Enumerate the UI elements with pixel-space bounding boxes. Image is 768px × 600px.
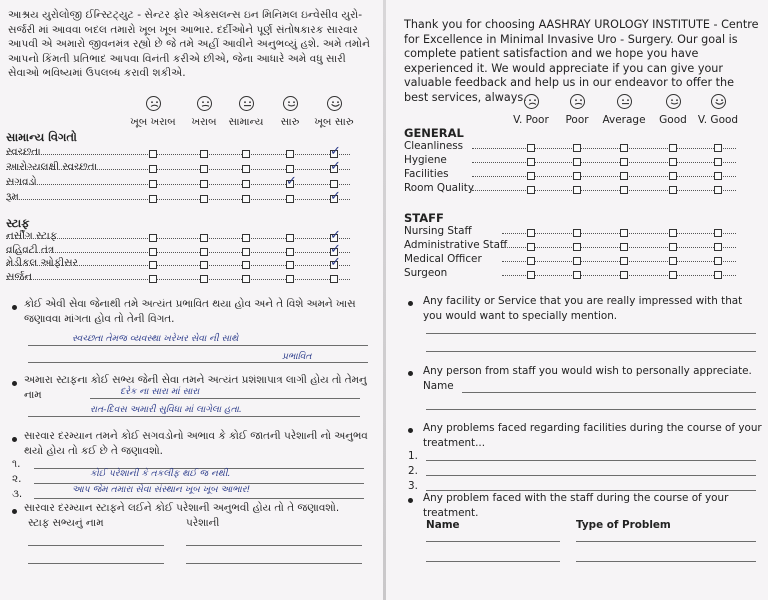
gujarati-general-title: સામાન્ય વિગતો xyxy=(6,130,77,144)
gujarati-rating-face-5-icon xyxy=(327,96,342,111)
english-q2: Any person from staff you would wish to personally appreciate. xyxy=(423,365,752,377)
dotted-leader xyxy=(502,275,736,276)
english-staff-rating-checkbox[interactable] xyxy=(669,229,677,237)
english-staff-rating-checkbox[interactable] xyxy=(714,243,722,251)
gujarati-rating-label: ખરાબ xyxy=(191,116,217,128)
gujarati-general-row-label: સગવડો xyxy=(6,176,37,188)
answer-line xyxy=(426,541,560,542)
english-general-rating-checkbox[interactable] xyxy=(620,158,628,166)
answer-line xyxy=(34,498,364,499)
list-number: 1. xyxy=(408,450,418,462)
dotted-leader xyxy=(6,265,350,266)
list-number: 2. xyxy=(408,465,418,477)
gujarati-rating-label: સામાન્ય xyxy=(228,116,264,128)
dotted-leader xyxy=(502,233,736,234)
gujarati-general-rating-checkbox[interactable] xyxy=(242,165,250,173)
checkmark-icon: ✓ xyxy=(330,159,341,174)
english-q1: Any facility or Service that you are really impressed with that you would want to specially mention. xyxy=(423,295,743,322)
gujarati-general-rating-checkbox[interactable] xyxy=(242,180,250,188)
dotted-leader xyxy=(472,176,736,177)
answer-line xyxy=(186,563,362,564)
english-general-rating-checkbox[interactable] xyxy=(527,144,535,152)
gujarati-general-rating-checkbox[interactable] xyxy=(200,195,208,203)
checkmark-icon: ✓ xyxy=(330,228,341,243)
gujarati-general-rating-checkbox[interactable] xyxy=(286,150,294,158)
answer-line xyxy=(576,561,756,562)
english-general-rating-checkbox[interactable] xyxy=(573,186,581,194)
gujarati-general-rating-checkbox[interactable] xyxy=(149,165,157,173)
english-staff-rating-checkbox[interactable] xyxy=(573,271,581,279)
english-staff-row-label: Administrative Staff xyxy=(404,239,508,251)
english-staff-rating-checkbox[interactable] xyxy=(527,271,535,279)
english-staff-rating-checkbox[interactable] xyxy=(714,229,722,237)
english-q3: Any problems faced regarding facilities during the course of your treatment... xyxy=(423,422,762,449)
english-rating-face-3-icon xyxy=(617,94,632,109)
english-general-rating-checkbox[interactable] xyxy=(669,186,677,194)
english-general-row-label: Facilities xyxy=(404,168,449,180)
gujarati-page xyxy=(0,0,383,600)
list-number: ૩. xyxy=(12,488,23,500)
bullet xyxy=(408,498,413,503)
gujarati-general-rating-checkbox[interactable] xyxy=(200,150,208,158)
english-general-row-label: Room Quality xyxy=(404,182,475,194)
dotted-leader xyxy=(472,190,736,191)
dotted-leader xyxy=(6,238,350,239)
answer-line xyxy=(426,561,560,562)
handwritten-answer: સ્વચ્છતા તેમજ વ્યવસ્થા ખરેખર સેવા ની સાથે xyxy=(72,333,239,344)
gujarati-q1: કોઈ એવી સેવા જેનાથી તમે અત્યંત પ્રભાવિત થયા હોવ અને તે વિશે અમને ખાસ જણાવવા માંગતા હોવ તો તેની વિગત. xyxy=(24,298,356,325)
bullet xyxy=(408,301,413,306)
answer-line xyxy=(462,392,756,393)
answer-line xyxy=(426,460,756,461)
gujarati-rating-face-2-icon xyxy=(197,96,212,111)
handwritten-answer: દરેક ના સારા માં સારા xyxy=(120,386,200,397)
answer-line xyxy=(28,345,368,346)
english-general-rating-checkbox[interactable] xyxy=(620,144,628,152)
gujarati-general-rating-checkbox[interactable] xyxy=(242,195,250,203)
gujarati-q4-name-col: સ્ટાફ સભ્યનું નામ xyxy=(28,517,104,529)
english-staff-rating-checkbox[interactable] xyxy=(573,229,581,237)
gujarati-q4-problem-col: પરેશાની xyxy=(186,517,220,529)
gujarati-general-rating-checkbox[interactable] xyxy=(200,165,208,173)
english-general-rating-checkbox[interactable] xyxy=(714,158,722,166)
gujarati-staff-rating-checkbox[interactable] xyxy=(286,275,294,283)
gujarati-staff-rating-checkbox[interactable] xyxy=(149,234,157,242)
checkmark-icon: ✓ xyxy=(330,255,341,270)
bullet xyxy=(12,381,17,386)
english-general-rating-checkbox[interactable] xyxy=(714,172,722,180)
english-q4: Any problem faced with the staff during the course of your treatment. xyxy=(423,492,729,519)
english-general-rating-checkbox[interactable] xyxy=(620,172,628,180)
answer-line xyxy=(426,475,756,476)
english-rating-face-1-icon xyxy=(524,94,539,109)
bullet xyxy=(12,509,17,514)
gujarati-staff-rating-checkbox[interactable] xyxy=(242,261,250,269)
bullet xyxy=(12,305,17,310)
dotted-leader xyxy=(502,261,736,262)
list-number: ૨. xyxy=(12,473,22,485)
gujarati-staff-row-label: વહિવટી તંત્ર xyxy=(6,243,55,256)
english-q2-name: Name xyxy=(423,380,454,392)
gujarati-staff-rating-checkbox[interactable] xyxy=(200,234,208,242)
english-staff-rating-checkbox[interactable] xyxy=(573,243,581,251)
english-intro: Thank you for choosing AASHRAY UROLOGY INSTITUTE - Centre for Excellence in Minimal Invasive Uro - Surgery. Our goal is complete patient satisfaction and we hope you have experienced it. We would appreciate if you can give your valuable feedback and help us in our endeavor to offer the best services, always. xyxy=(404,18,759,104)
gujarati-rating-face-1-icon xyxy=(146,96,161,111)
answer-line xyxy=(186,545,362,546)
gujarati-staff-rating-checkbox[interactable] xyxy=(200,275,208,283)
checkmark-icon: ✓ xyxy=(330,144,341,159)
english-general-row-label: Cleanliness xyxy=(404,140,464,152)
gujarati-staff-row-label: નર્સીંગ સ્ટાફ xyxy=(6,230,58,242)
english-general-row-label: Hygiene xyxy=(404,154,447,166)
gujarati-general-rating-checkbox[interactable] xyxy=(200,180,208,188)
gujarati-staff-title: સ્ટાફ xyxy=(6,216,30,230)
english-staff-row-label: Surgeon xyxy=(404,267,448,279)
answer-line xyxy=(426,333,756,334)
english-staff-rating-checkbox[interactable] xyxy=(620,271,628,279)
answer-line xyxy=(426,351,756,352)
dotted-leader xyxy=(472,162,736,163)
gujarati-general-rating-checkbox[interactable] xyxy=(286,165,294,173)
gujarati-staff-row-label: સર્જન xyxy=(6,270,32,283)
gujarati-staff-rating-checkbox[interactable] xyxy=(286,261,294,269)
answer-line xyxy=(426,409,756,410)
gujarati-q2: અમારા સ્ટાફના કોઈ સભ્ય જેની સેવા તમને અત્યંત પ્રશંશાપાત્ર લાગી હોય તો તેમનુ નામ xyxy=(24,374,367,401)
english-staff-rating-checkbox[interactable] xyxy=(669,271,677,279)
list-number: 3. xyxy=(408,480,418,492)
english-rating-label: V. Good xyxy=(697,114,739,126)
gujarati-staff-rating-checkbox[interactable] xyxy=(330,275,338,283)
dotted-leader xyxy=(6,279,350,280)
english-general-rating-checkbox[interactable] xyxy=(620,186,628,194)
gujarati-general-rating-checkbox[interactable] xyxy=(242,150,250,158)
dotted-leader xyxy=(6,199,350,200)
answer-line xyxy=(90,398,360,399)
checkmark-icon: ✓ xyxy=(286,174,297,189)
gujarati-general-rating-checkbox[interactable] xyxy=(149,150,157,158)
english-general-rating-checkbox[interactable] xyxy=(527,186,535,194)
gujarati-rating-face-3-icon xyxy=(239,96,254,111)
dotted-leader xyxy=(502,247,736,248)
handwritten-answer: આપ જેમ તમારા સેવા સંસ્થાન ખૂબ ખૂબ આભાર! xyxy=(72,484,251,495)
gujarati-q3: સારવાર દરમ્યાન તમને કોઈ સગવડોનો અભાવ કે કોઈ જાતની પરેશાની નો અનુભવ થયો હોય તો કઈ છે તે જણાવશો. xyxy=(24,430,368,457)
handwritten-answer: પ્રભાવિત xyxy=(282,351,312,362)
bullet xyxy=(12,437,17,442)
english-staff-rating-checkbox[interactable] xyxy=(714,257,722,265)
english-general-rating-checkbox[interactable] xyxy=(527,172,535,180)
gujarati-staff-row-label: મેડીકલ ઓફીસર xyxy=(6,257,78,269)
gujarati-staff-rating-checkbox[interactable] xyxy=(286,234,294,242)
gujarati-staff-rating-checkbox[interactable] xyxy=(149,261,157,269)
gujarati-staff-rating-checkbox[interactable] xyxy=(149,248,157,256)
gujarati-general-rating-checkbox[interactable] xyxy=(149,195,157,203)
dotted-leader xyxy=(6,252,350,253)
gujarati-general-row-label: રૂમ xyxy=(6,191,19,203)
gujarati-general-rating-checkbox[interactable] xyxy=(149,180,157,188)
english-general-rating-checkbox[interactable] xyxy=(573,144,581,152)
english-staff-rating-checkbox[interactable] xyxy=(669,243,677,251)
gujarati-rating-label: સારુ xyxy=(280,116,300,128)
english-rating-face-4-icon xyxy=(666,94,681,109)
english-staff-rating-checkbox[interactable] xyxy=(620,257,628,265)
english-staff-rating-checkbox[interactable] xyxy=(669,257,677,265)
english-q4-name-col: Name xyxy=(426,519,460,531)
dotted-leader xyxy=(6,169,350,170)
dotted-leader xyxy=(6,184,350,185)
answer-line xyxy=(28,362,368,363)
gujarati-general-rating-checkbox[interactable] xyxy=(330,180,338,188)
english-staff-row-label: Medical Officer xyxy=(404,253,482,265)
gujarati-general-row-label: આરોગ્યલક્ષી સ્વચ્છતા xyxy=(6,161,97,173)
gujarati-staff-rating-checkbox[interactable] xyxy=(149,275,157,283)
english-general-rating-checkbox[interactable] xyxy=(669,158,677,166)
english-general-rating-checkbox[interactable] xyxy=(714,144,722,152)
gujarati-staff-rating-checkbox[interactable] xyxy=(286,248,294,256)
english-rating-face-5-icon xyxy=(711,94,726,109)
gujarati-rating-label: ખૂબ સારુ xyxy=(314,116,354,128)
english-general-title: GENERAL xyxy=(404,126,464,140)
english-staff-rating-checkbox[interactable] xyxy=(527,243,535,251)
list-number: ૧. xyxy=(12,458,21,470)
answer-line xyxy=(576,541,756,542)
gujarati-q4: સારવાર દરમ્યાન સ્ટાફને લઈને કોઈ પરેશાની અનુભવી હોય તો તે જણાવશો. xyxy=(24,502,340,514)
english-staff-rating-checkbox[interactable] xyxy=(573,257,581,265)
handwritten-answer: રાત-દિવસ અમારી સુવિધા માં લાગેલા હતા. xyxy=(90,404,242,415)
english-staff-title: STAFF xyxy=(404,211,444,225)
english-staff-rating-checkbox[interactable] xyxy=(527,257,535,265)
answer-line xyxy=(28,545,164,546)
english-staff-rating-checkbox[interactable] xyxy=(527,229,535,237)
answer-line xyxy=(28,563,164,564)
dotted-leader xyxy=(6,154,350,155)
english-rating-label: Good xyxy=(659,114,687,126)
english-general-rating-checkbox[interactable] xyxy=(669,144,677,152)
english-staff-rating-checkbox[interactable] xyxy=(714,271,722,279)
checkmark-icon: ✓ xyxy=(330,241,341,257)
gujarati-rating-face-4-icon xyxy=(283,96,298,111)
checkmark-icon: ✓ xyxy=(330,189,341,204)
gujarati-staff-rating-checkbox[interactable] xyxy=(242,234,250,242)
english-staff-rating-checkbox[interactable] xyxy=(620,243,628,251)
bullet xyxy=(408,428,413,433)
english-general-rating-checkbox[interactable] xyxy=(669,172,677,180)
english-q4-problem-col: Type of Problem xyxy=(576,519,671,531)
english-general-rating-checkbox[interactable] xyxy=(714,186,722,194)
gujarati-staff-rating-checkbox[interactable] xyxy=(200,248,208,256)
answer-line xyxy=(28,416,360,417)
english-rating-face-2-icon xyxy=(570,94,585,109)
gujarati-intro: આશ્રય યુરોલોજી ઈન્સ્ટિટ્યુટ - સેન્ટર ફોર એક્સલન્સ ઇન મિનિમલ ઇન્વેસીવ યુરો-સર્જરી માં આવવા બદલ તમારો ખૂબ ખૂબ આભાર. દર્દીઓને પૂર્ણ સંતોષકારક સારવાર આપવી એ અમારો જીવનમંત્ર રહ્યો છે જે તમે અહીં આવીને અનુભવ્યું હશે. અમે તમોને આપનો કિંમતી પ્રતિભાદ આપવા વિનંતી કરીએ છીએ, જેના આધારે અમે વધુ સારી સેવાઓ ભવિષ્યમાં ઉપલબ્ધ કરાવી શકીએ. xyxy=(8,9,370,80)
handwritten-answer: કોઈ પરેશાની કે તકલીફ થઈ જ નથી. xyxy=(90,468,231,479)
gujarati-staff-rating-checkbox[interactable] xyxy=(242,248,250,256)
gujarati-rating-label: ખૂબ ખરાબ xyxy=(130,116,176,128)
gujarati-staff-rating-checkbox[interactable] xyxy=(200,261,208,269)
english-rating-label: Poor xyxy=(565,114,589,126)
english-general-rating-checkbox[interactable] xyxy=(573,158,581,166)
english-staff-rating-checkbox[interactable] xyxy=(620,229,628,237)
gujarati-staff-rating-checkbox[interactable] xyxy=(242,275,250,283)
english-staff-row-label: Nursing Staff xyxy=(404,225,472,237)
english-page xyxy=(386,0,768,600)
gujarati-general-rating-checkbox[interactable] xyxy=(286,195,294,203)
dotted-leader xyxy=(472,148,736,149)
bullet xyxy=(408,371,413,376)
english-rating-label: V. Poor xyxy=(513,114,549,126)
english-general-rating-checkbox[interactable] xyxy=(573,172,581,180)
english-general-rating-checkbox[interactable] xyxy=(527,158,535,166)
gujarati-general-row-label: સ્વચ્છતા xyxy=(6,146,41,158)
english-rating-label: Average xyxy=(602,114,646,126)
